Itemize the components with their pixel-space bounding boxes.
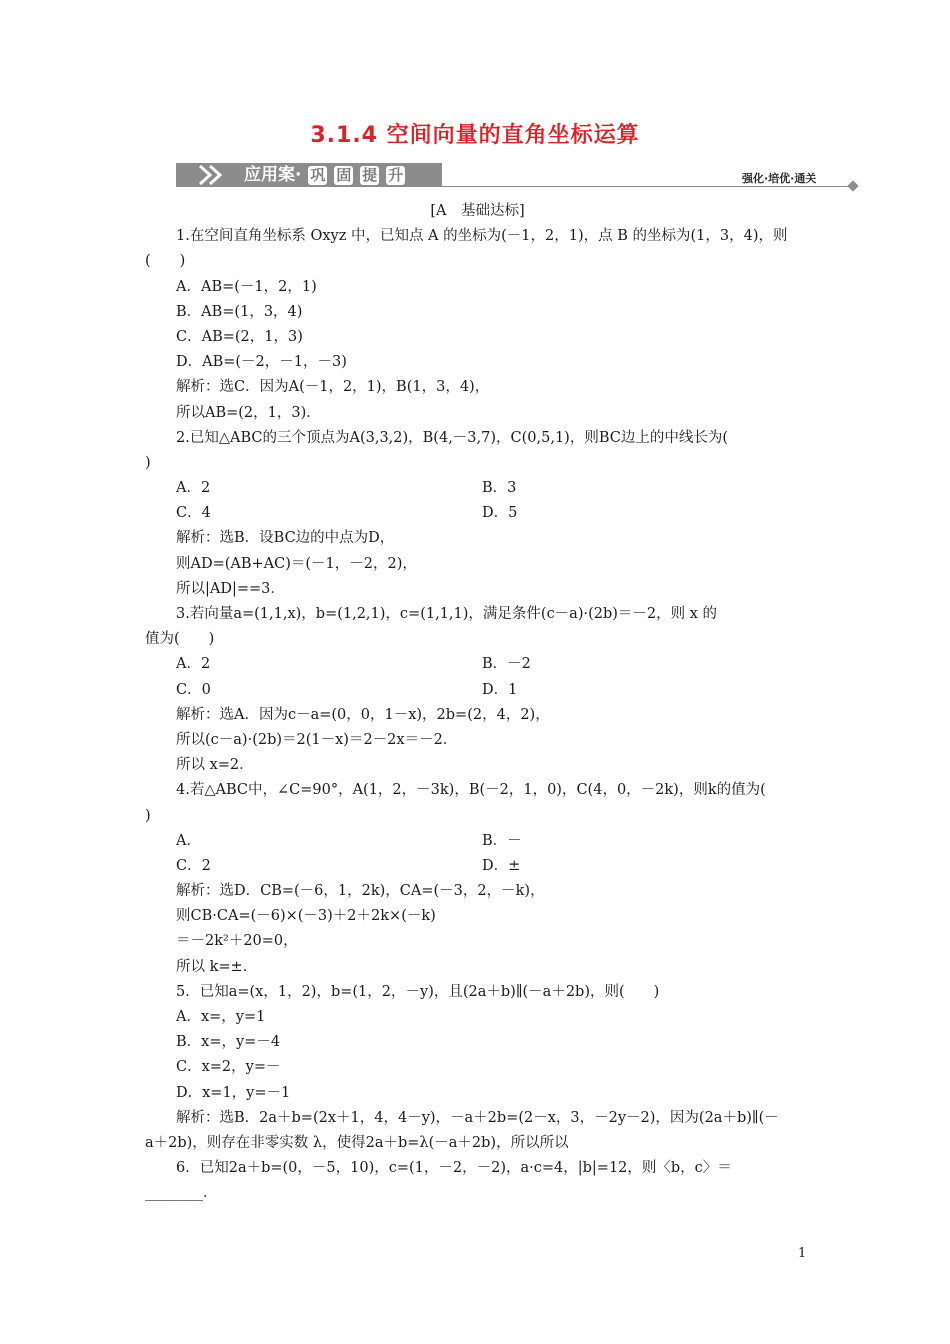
- question-1: 1.在空间直角坐标系 Oxyz 中，已知点 A 的坐标为(－1，2，1)，点 B 的坐标为(1，3，4)，则: [176, 228, 788, 245]
- question-4: 4.若△ABC中，∠C=90°，A(1，2，－3k)，B(－2，1，0)，C(4，0，－2k)，则k的值为(: [176, 782, 766, 799]
- banner-chip: 提: [362, 166, 378, 184]
- solution-line: 所以 k=±．: [176, 958, 258, 975]
- option: D．x=1，y=－1: [176, 1084, 291, 1101]
- option: B．x=，y=－4: [176, 1034, 281, 1051]
- double-chevron-icon: [196, 164, 236, 186]
- solution-line: 所以AB=(2，1，3)．: [176, 404, 321, 421]
- option: D．±: [482, 857, 521, 874]
- question-2: 2.已知△ABC的三个顶点为A(3,3,2)，B(4,－3,7)，C(0,5,1)，则BC边上的中线长为(: [176, 429, 728, 446]
- option: C．AB=(2，1，3): [176, 328, 303, 345]
- solution-line: 解析：选B．2a＋b=(2x＋1，4，4－y)，－a＋2b=(2－x，3，－2y－2)，因为(2a＋b)∥(－: [176, 1109, 779, 1126]
- page-number: 1: [798, 1246, 807, 1261]
- section-heading: [A 基础达标]: [430, 203, 525, 219]
- option: D．1: [482, 681, 518, 698]
- question-3-cont: 值为( ): [145, 631, 215, 648]
- option-row: [145, 476, 810, 501]
- banner-chip: 升: [388, 166, 404, 184]
- banner-right-text: 强化·培优·通关: [742, 172, 817, 185]
- option: A．2: [176, 656, 211, 673]
- option: B．AB=(1，3，4): [176, 303, 303, 320]
- solution-line: 则AD=(AB+AC)＝(－1，－2，2)，: [176, 555, 417, 572]
- solution-line: 解析：选A．因为c－a=(0，0，1－x)，2b=(2，4，2)，: [176, 706, 550, 723]
- solution-line: 解析：选D．CB=(－6，1，2k)，CA=(－3，2，－k)，: [176, 883, 545, 900]
- option: A．: [176, 832, 201, 849]
- solution-line: 解析：选B．设BC边的中点为D，: [176, 530, 395, 547]
- option: A．AB=(－1，2，1): [176, 278, 317, 295]
- banner-dot: ·: [295, 165, 302, 185]
- solution-line: a＋2b)，则存在非零实数 λ，使得2a＋b=λ(－a＋2b)，所以所以: [145, 1134, 569, 1151]
- solution-line: ＝－2k²＋20=0，: [176, 933, 298, 950]
- option-row: [145, 678, 810, 703]
- question-2-cont: ): [145, 454, 151, 471]
- banner-main: 应用案: [244, 165, 295, 185]
- solution-line: 则CB·CA=(－6)×(－3)＋2＋2k×(－k): [176, 908, 436, 925]
- option: B．－2: [482, 656, 531, 673]
- question-5: 5．已知a=(x，1，2)，b=(1，2，－y)，且(2a＋b)∥(－a＋2b)，则( ): [176, 983, 660, 1000]
- option: A．2: [176, 480, 211, 497]
- option: D．5: [482, 505, 518, 522]
- page-title: 3.1.4 空间向量的直角坐标运算: [310, 123, 640, 148]
- option: C．4: [176, 505, 211, 522]
- section-banner: [176, 160, 862, 190]
- option: C．2: [176, 857, 211, 874]
- banner-label: [244, 163, 405, 187]
- option-row: [145, 652, 810, 677]
- question-6: 6．已知2a＋b=(0，－5，10)，c=(1，－2，－2)，a·c=4，|b|=12，则〈b，c〉＝: [176, 1160, 732, 1177]
- question-3: 3.若向量a=(1,1,x)，b=(1,2,1)，c=(1,1,1)，满足条件(c－a)·(2b)＝－2，则 x 的: [176, 606, 718, 622]
- option: C．x=2，y=－: [176, 1059, 281, 1076]
- diamond-icon: [847, 180, 858, 191]
- banner-rule: [442, 186, 854, 187]
- option: B．3: [482, 480, 517, 497]
- option: D．AB=(－2，－1，－3): [176, 354, 347, 371]
- question-6-cont: ________．: [145, 1185, 218, 1202]
- option: C．0: [176, 681, 211, 698]
- option-row: [145, 829, 810, 854]
- document-body: [145, 199, 810, 1207]
- option-row: [145, 501, 810, 526]
- solution-line: 所以(c－a)·(2b)＝2(1－x)＝2－2x＝－2．: [176, 731, 458, 748]
- solution-line: 所以|AD|==3．: [176, 580, 285, 597]
- option: B．－: [482, 832, 522, 849]
- question-1-cont: ( ): [145, 253, 186, 270]
- question-4-cont: ): [145, 807, 151, 824]
- option: A．x=，y=1: [176, 1009, 266, 1025]
- solution-line: 解析：选C．因为A(－1，2，1)，B(1，3，4)，: [176, 379, 490, 396]
- option-row: [145, 854, 810, 879]
- solution-line: 所以 x=2．: [176, 757, 254, 774]
- banner-chip: 巩: [310, 166, 326, 184]
- banner-chip: 固: [336, 166, 352, 184]
